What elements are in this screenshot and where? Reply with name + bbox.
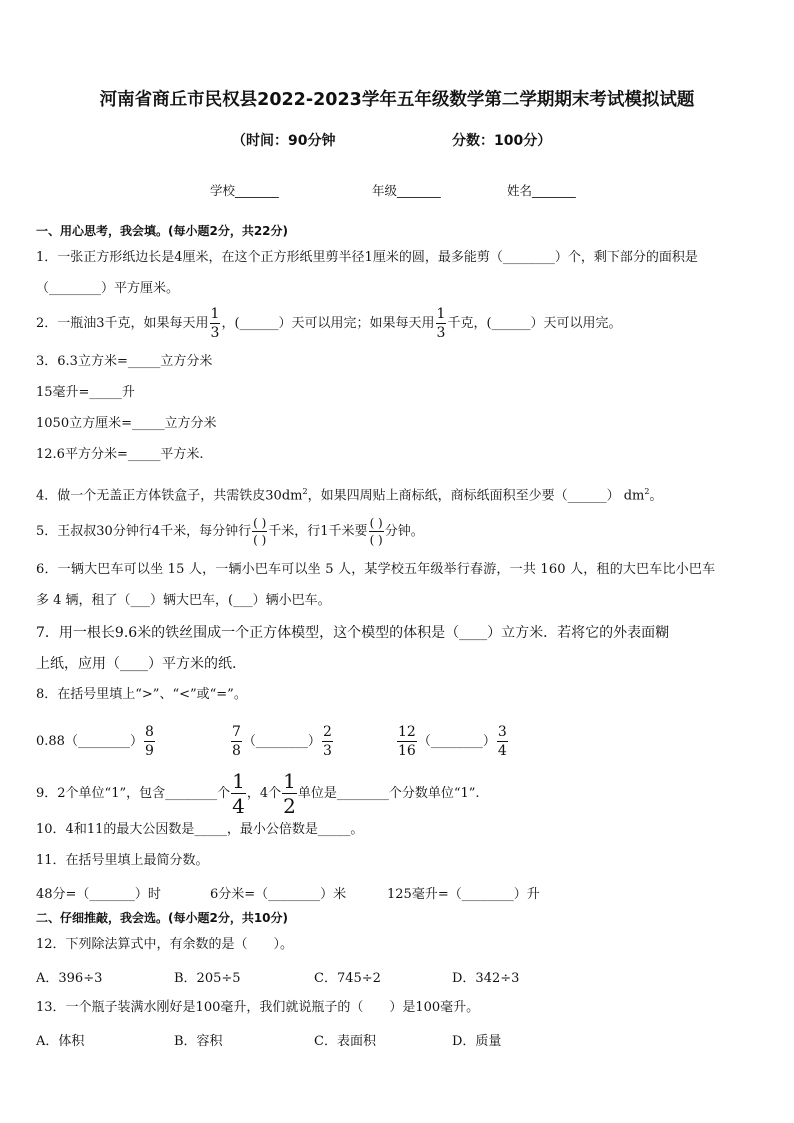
option-c[interactable]: C．表面积 — [314, 1034, 376, 1049]
question-11-item-2: 6分米=（________）米 — [210, 887, 347, 902]
question-7-line-1: 7．用一根长9.6米的铁丝围成一个正方体模型，这个模型的体积是（____）立方米．若将它的外表面糊 — [36, 625, 670, 641]
fraction-blank: $\frac{( )}{( )}$ — [369, 516, 383, 547]
question-5: 5．王叔叔30分钟行4千米，每分钟行 $\frac{( )}{( )}$ 千米，行1千米要 $\frac{( )}{( )}$ 分钟。 — [36, 516, 424, 547]
option-a[interactable]: A．396÷3 — [36, 971, 103, 986]
question-2: 2．一瓶油3千克，如果每天用 $\frac{1}{3}$ ，(______）天可以用完；如果每天用 $\frac{1}{3}$ 千克，(______）天可以用完。 — [36, 306, 622, 341]
fraction-one-half: $\frac{1}{2}$ — [283, 769, 296, 818]
question-4: 4．做一个无盖正方体铁盒子，共需铁皮$30dm^2$，如果四周贴上商标纸，商标纸面积至少要（______） $dm^2$。 — [36, 487, 663, 504]
question-3-c: 1050立方厘米=_____立方分米 — [36, 416, 217, 431]
question-8-compare-1: 0.88（________） $\frac{8}{9}$ — [36, 724, 154, 759]
exam-score: 分数：100分） — [452, 133, 552, 149]
question-8-compare-2: $\frac{7}{8}$ （________） $\frac{2}{3}$ — [232, 724, 332, 759]
fraction-one-quarter: $\frac{1}{4}$ — [232, 769, 245, 818]
section-2-heading: 二、仔细推敲，我会选。(每小题2分，共10分) — [36, 911, 289, 925]
question-3-d: 12.6平方分米=_____平方米. — [36, 447, 204, 462]
grade-field[interactable]: 年级_______ — [372, 183, 441, 198]
section-1-heading: 一、用心思考，我会填。(每小题2分，共22分) — [36, 224, 289, 238]
option-b[interactable]: B．容积 — [174, 1034, 223, 1049]
name-field[interactable]: 姓名_______ — [507, 183, 576, 198]
question-13: 13．一个瓶子装满水刚好是100毫升，我们就说瓶子的（ ）是100毫升。 — [36, 1000, 480, 1015]
option-d[interactable]: D．质量 — [452, 1034, 502, 1049]
question-1-line-2: （________）平方厘米。 — [36, 281, 180, 296]
student-fields — [0, 181, 794, 201]
option-c[interactable]: C．745÷2 — [314, 971, 381, 986]
question-8-prompt: 8．在括号里填上“>”、“<”或“=”。 — [36, 687, 247, 702]
question-11-item-1: 48分=（_______）时 — [36, 887, 161, 902]
question-3-a: 3．6.3立方米=_____立方分米 — [36, 354, 213, 369]
school-field[interactable]: 学校_______ — [210, 183, 279, 198]
question-10: 10．4和11的最大公因数是_____，最小公倍数是_____。 — [36, 822, 364, 837]
question-6-line-2: 多 4 辆，租了（___）辆大巴车，(___）辆小巴车。 — [36, 593, 331, 608]
option-a[interactable]: A．体积 — [36, 1034, 85, 1049]
question-6-line-1: 6．一辆大巴车可以坐 15 人，一辆小巴车可以坐 5 人，某学校五年级举行春游，一共 160 人，租的大巴车比小巴车 — [36, 562, 716, 577]
fraction-one-third: $\frac{1}{3}$ — [436, 306, 446, 341]
question-12: 12．下列除法算式中，有余数的是（ ）。 — [36, 937, 294, 952]
exam-meta — [0, 130, 794, 152]
question-3-b: 15毫升=_____升 — [36, 385, 135, 400]
question-8-compare-3: $\frac{12}{16}$ （________） $\frac{3}{4}$ — [398, 724, 507, 759]
question-11-prompt: 11．在括号里填上最简分数。 — [36, 853, 209, 868]
question-11-item-3: 125毫升=（________）升 — [387, 887, 540, 902]
question-9: 9．2个单位“1”，包含________个 $\frac{1}{4}$ ，4个 $\frac{1}{2}$ 单位是________个分数单位“1”. — [36, 769, 480, 818]
page-title: 河南省商丘市民权县2022-2023学年五年级数学第二学期期末考试模拟试题 — [99, 90, 695, 110]
fraction-blank: $\frac{( )}{( )}$ — [253, 516, 267, 547]
option-d[interactable]: D．342÷3 — [452, 971, 520, 986]
exam-time: （时间：90分钟 — [232, 133, 336, 149]
question-7-line-2: 上纸，应用（____）平方米的纸. — [36, 656, 237, 672]
option-b[interactable]: B．205÷5 — [174, 971, 241, 986]
fraction-one-third: $\frac{1}{3}$ — [210, 306, 220, 341]
question-1-line-1: 1．一张正方形纸边长是4厘米，在这个正方形纸里剪半径1厘米的圆，最多能剪（________）个，剩下部分的面积是 — [36, 250, 698, 265]
